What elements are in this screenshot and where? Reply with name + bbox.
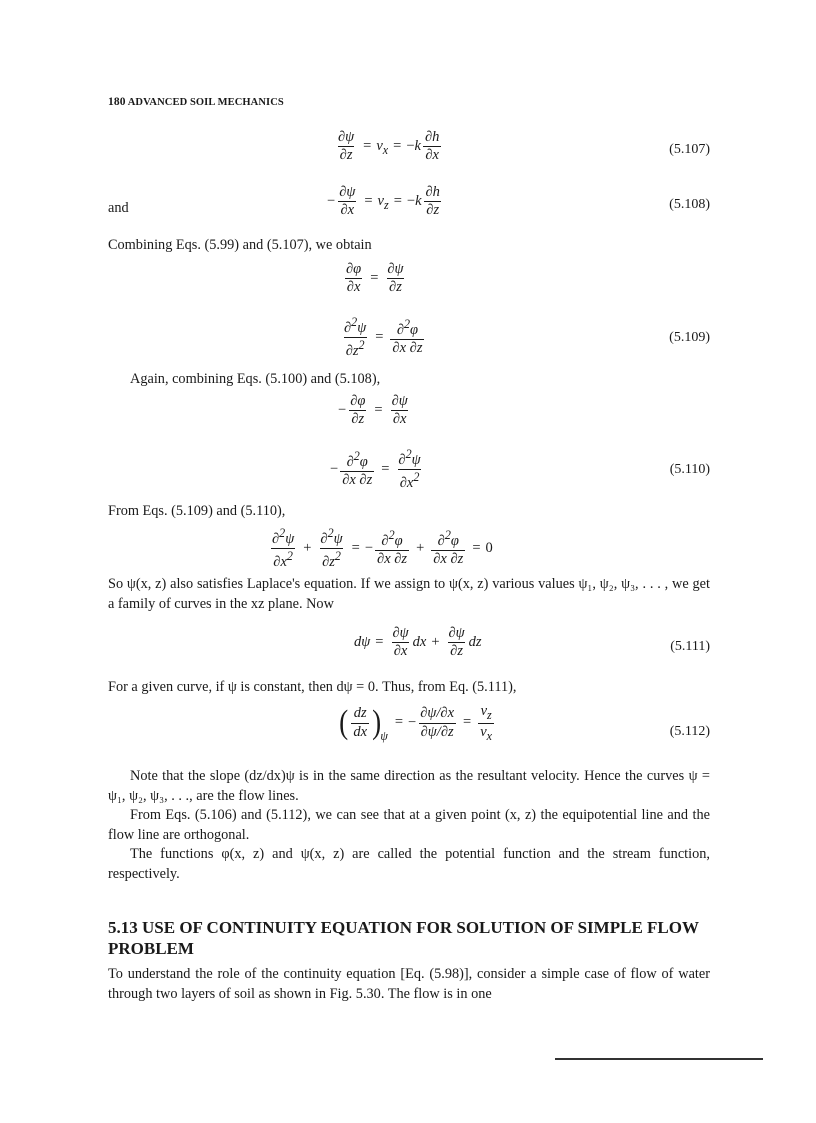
equation-5-109-b: $\frac{\partial^2\psi}{\partial z^2}$ = $\frac{\partial^2\varphi}{\partial x \partial z}$ bbox=[344, 315, 423, 359]
paragraph: For a given curve, if ψ is constant, then dψ = 0. Thus, from Eq. (5.111), bbox=[108, 679, 517, 695]
equation-number: (5.109) bbox=[669, 330, 710, 345]
equation-number: (5.111) bbox=[670, 639, 710, 654]
equation-number: (5.112) bbox=[669, 724, 710, 739]
paragraph: From Eqs. (5.109) and (5.110), bbox=[108, 503, 286, 519]
paragraph: So ψ(x, z) also satisfies Laplace's equation. If we assign to ψ(x, z) various values ψ₁, ψ₂, ψ₃, . . . , we get a family of curves in the xz plane. Now bbox=[108, 576, 710, 612]
equation-number: (5.110) bbox=[669, 462, 710, 477]
paragraph: Note that the slope (dz/dx)ψ is in the same direction as the resultant velocity. Hence the curves ψ = ψ₁, ψ₂, ψ₃, . . ., are the flow lines. bbox=[108, 768, 710, 804]
paragraph: To understand the role of the continuity equation [Eq. (5.98)], consider a simple case of flow of water through two layers of soil as shown in Fig. 5.30. The flow is in one bbox=[108, 966, 710, 1002]
equation-5-112: ( $\frac{dz}{dx}$ )$_\psi=$ − $\frac{\partial\psi/\partial x}{\partial\psi/\partial z}$ = $\frac{v_z}{v_x}$ bbox=[339, 703, 493, 744]
equation-5-111: dψ = $\frac{\partial\psi}{\partial x}$ dx + $\frac{\partial\psi}{\partial z}$ dz bbox=[354, 625, 482, 660]
equation-5-110-b: − $\frac{\partial^2\varphi}{\partial x \partial z}$ = $\frac{\partial^2\psi}{\partial x^2}$ bbox=[330, 447, 421, 491]
paragraph: Again, combining Eqs. (5.100) and (5.108), bbox=[130, 371, 381, 387]
footer-rule bbox=[555, 1058, 763, 1060]
equation-number: (5.108) bbox=[669, 197, 710, 212]
equation-5-109-a: $\frac{\partial\varphi}{\partial x}$ = $\frac{\partial\psi}{\partial z}$ bbox=[346, 261, 404, 296]
equation-5-108: − $\frac{\partial\psi}{\partial x}$ = $v_z = -k$ $\frac{\partial h}{\partial z}$ bbox=[327, 184, 440, 219]
equation-laplace-sum: $\frac{\partial^2\psi}{\partial x^2}$ + $\frac{\partial^2\psi}{\partial z^2}$ = − $\frac{\partial^2\varphi}{\partial x \partial z}$ + $\frac{\partial^2\varphi}{\partial x \partial z}$ = 0 bbox=[272, 526, 493, 570]
paragraph: From Eqs. (5.106) and (5.112), we can see that at a given point (x, z) the equipotential line and the flow line are orthogonal. bbox=[108, 807, 710, 843]
page-number: 180 bbox=[108, 96, 126, 108]
section-heading: 5.13 USE OF CONTINUITY EQUATION FOR SOLUTION OF SIMPLE FLOW PROBLEM bbox=[108, 918, 699, 958]
equation-number: (5.107) bbox=[669, 142, 710, 157]
paragraph: The functions φ(x, z) and ψ(x, z) are called the potential function and the stream function, respectively. bbox=[108, 846, 710, 882]
paragraph: Combining Eqs. (5.99) and (5.107), we obtain bbox=[108, 237, 372, 253]
running-head-title: ADVANCED SOIL MECHANICS bbox=[127, 97, 284, 108]
and-word: and bbox=[108, 200, 129, 216]
running-head bbox=[108, 96, 284, 108]
equation-5-107: $\frac{\partial\psi}{\partial z}$ = $v_x = -k$ $\frac{\partial h}{\partial x}$ bbox=[338, 129, 440, 164]
equation-5-110-a: − $\frac{\partial\varphi}{\partial z}$ = $\frac{\partial\psi}{\partial x}$ bbox=[338, 393, 408, 428]
